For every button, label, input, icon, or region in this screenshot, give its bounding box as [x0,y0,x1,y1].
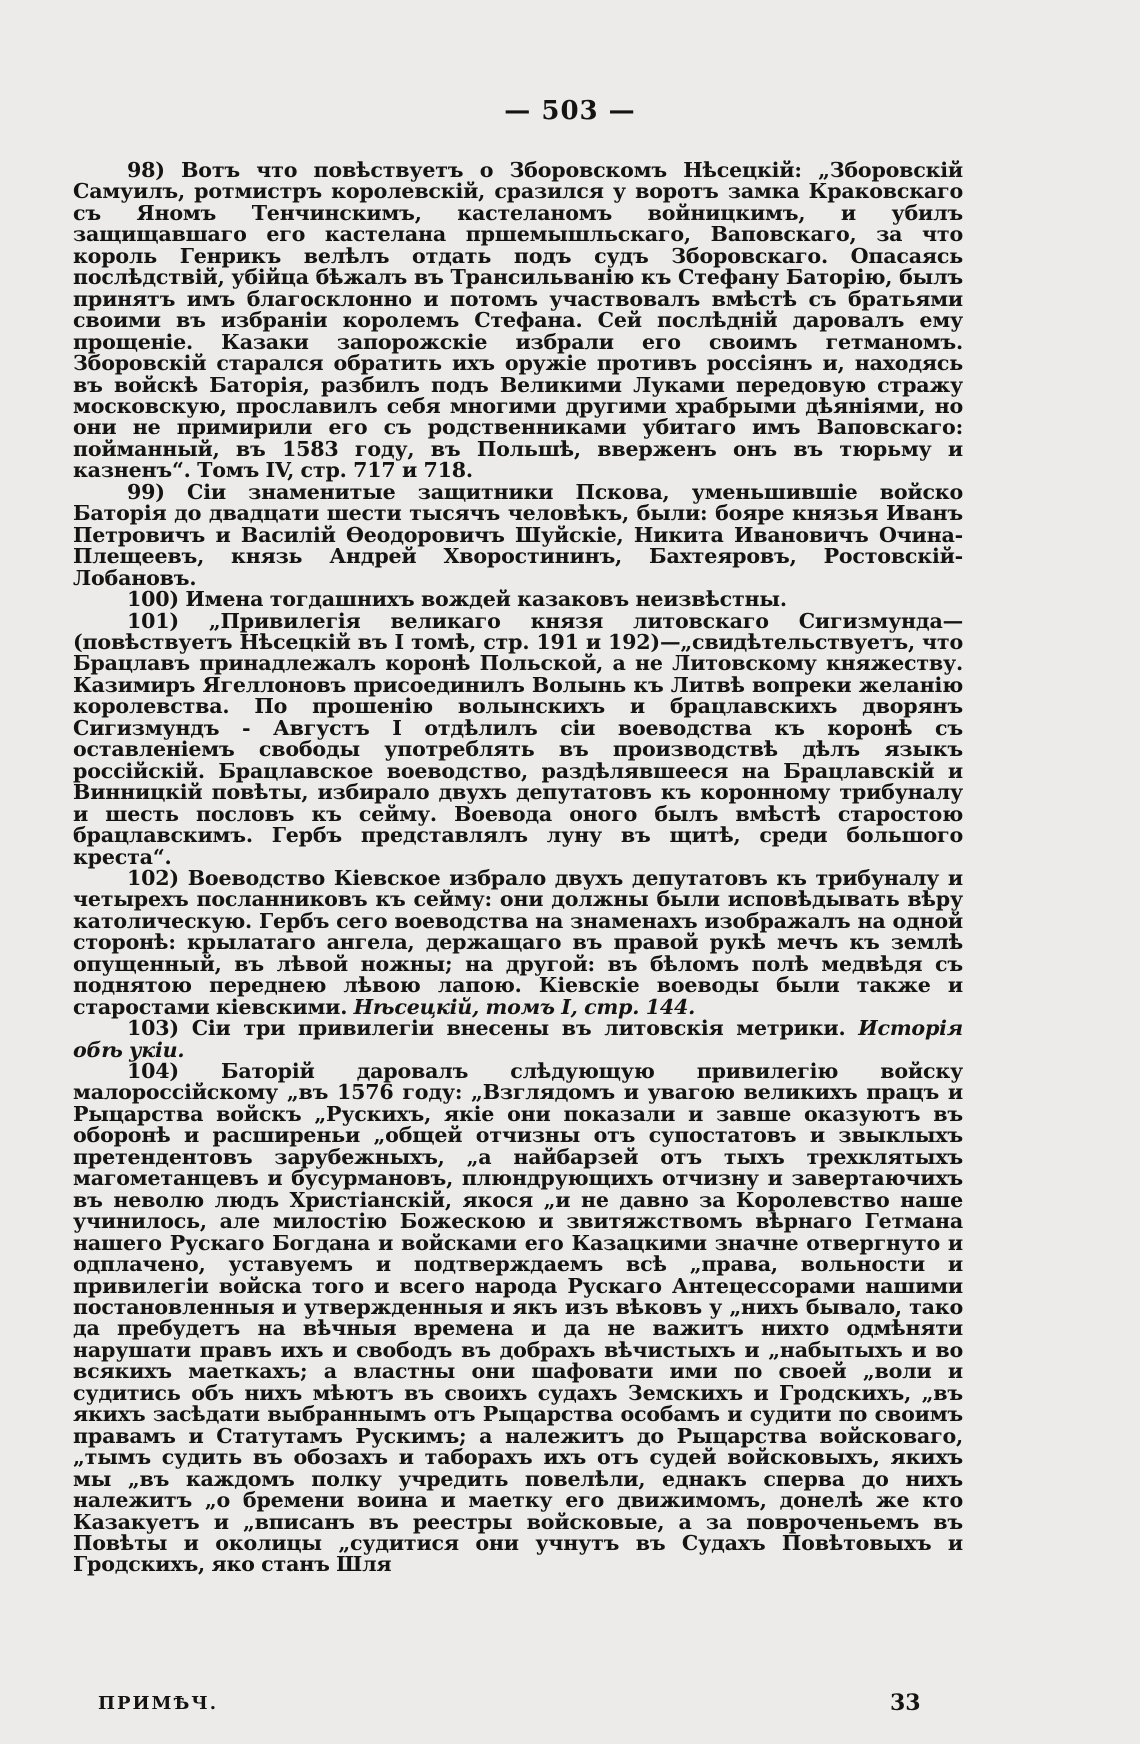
note-text: 98) Вотъ что повѣствуетъ о Зборовскомъ Нѣсецкій: „Зборовскій Самуилъ, ротмистръ королевскій, сразился у воротъ замка Краковскаго съ Яномъ Тенчинскимъ, кастеланомъ войницкимъ, и убилъ защищавшаго его кастелана пршемышльскаго, Ваповскаго, за что король Генрикъ велѣлъ отдать подъ судъ Зборовскаго. Опасаясь послѣдствій, убійца бѣжалъ въ Трансильванію къ Стефану Баторію, былъ принятъ имъ благосклонно и потомъ участвовалъ вмѣстѣ съ братьями своими въ избраніи королемъ Стефана. Сей послѣдній даровалъ ему прощеніе. Казаки запорожскіе избрали его своимъ гетманомъ. Зборовскій старался обратить ихъ оружіе противъ россіянъ и, находясь въ войскѣ Баторія, разбилъ подъ Великими Луками передовую стражу московскую, прославилъ себя многими другими храбрыми дѣяніями, но они не примирили его съ родственниками убитаго имъ Ваповскаго: пойманный, въ 1583 году, въ Польшѣ, вверженъ онъ въ тюрьму и казненъ“. Томъ IV, стр. 717 и 718. [73,158,963,483]
note-reference: Исторія обѣ укіи. [73,1016,963,1062]
note-text: 104) Баторій даровалъ слѣдующую привилегію войску малороссійскому „въ 1576 году: „Взглядомъ и увагою великихъ працъ и Рыцарства войскъ „Рускихъ, якіе они показали и завше оказуютъ въ оборонѣ и расширеньи „общей отчизны отъ супостатовъ и звыклыхъ претендентовъ зарубежныхъ, „а найбарзей отъ тыхъ трехклятыхъ магометанцевъ и бусурмановъ, плюндрующихъ отчизну и завертаючихъ въ неволю людъ Христіанскій, якося „и не давно за Королевство наше учинилось, але милостію Божескою и звитяжствомъ вѣрнаго Гетмана нашего Рускаго Богдана и войсками его Казацкими значне отвергнуто и одплачено, уставуемъ и подтверждаемъ всѣ „права, вольности и привилегіи войска того и всего народа Рускаго Антецессорами нашими постановленныя и утвержденныя и якъ изъ вѣковъ у „нихъ бывало, тако да пребудетъ на вѣчныя времена и да не важитъ нихто одмѣняти нарушати правъ ихъ и свободъ въ добрахъ вѣчистыхъ и „набытыхъ и во всякихъ маеткахъ; а властны они шафовати ими по своей „воли и судитись объ нихъ мѣютъ въ своихъ судахъ Земскихъ и Гродскихъ, „въ якихъ засѣдати выбраннымъ отъ Рыцарства особамъ и судити по своимъ правамъ и Статутамъ Рускимъ; а належитъ до Рыцарства войсковаго, „тымъ судить въ обозахъ и таборахъ ихъ отъ судей войсковыхъ, якихъ мы „въ каждомъ полку учредить повелѣли, еднакъ сперва до нихъ належитъ „о бремени воина и маетку его движимомъ, донелѣ же кто Казакуетъ и „вписанъ въ реестры войсковые, а за повроченьемъ въ Повѣты и околицы „судитися они учнутъ въ Судахъ Повѣтовыхъ и Гродскихъ, яко станъ Шля [73,1059,963,1577]
note-103 [73,1018,963,1061]
note-text: 102) Воеводство Кіевское избрало двухъ депутатовъ къ трибуналу и четырехъ посланниковъ къ сейму: они должны были исповѣдывать вѣру католическую. Гербъ сего воеводства на знаменахъ изображалъ на одной сторонѣ: крылатаго ангела, держащаго въ правой рукѣ мечъ къ землѣ опущенный, въ лѣвой ножны; на другой: въ бѣломъ полѣ медвѣдя съ поднятою переднею лѣвою лапою. Кіевскіе воеводы были также и старостами кіевскими. [73,865,963,1019]
note-reference: Нѣсецкій, томъ I, стр. 144. [353,994,696,1019]
note-text: 99) Сіи знаменитые защитники Пскова, уменьшившіе войско Баторія до двадцати шести тысячъ человѣкъ, были: бояре князья Иванъ Петровичъ и Василій Ѳеодоровичъ Шуйскіе, Никита Ивановичъ Очина-Плещеевъ, князь Андрей Хворостининъ, Бахтеяровъ, Ростовскій-Лобановъ. [73,479,963,590]
note-98 [73,160,963,482]
note-101 [73,608,963,869]
signature-mark: ПРИМѢЧ. [98,1693,219,1714]
note-text: 100) Имена тогдашнихъ вождей казаковъ неизвѣстны. [127,587,787,612]
note-99 [73,479,963,590]
page-number: — 503 — [504,96,636,126]
note-text: 103) Сіи три привилегіи внесены въ литовскія метрики. [127,1016,846,1041]
note-102 [73,865,963,1019]
sheet-number: 33 [890,1690,921,1716]
note-104 [73,1061,963,1576]
note-100 [73,589,963,610]
notes-body [73,160,963,1576]
note-text: 101) „Привилегія великаго князя литовскаго Сигизмунда—(повѣствуетъ Нѣсецкій въ I томѣ, стр. 191 и 192)—„свидѣтельствуетъ, что Брацлавъ принадлежалъ коронѣ Польской, а не Литовскому княжеству. Казимиръ Ягеллоновъ присоединилъ Волынь къ Литвѣ вопреки желанію королевства. По прошенію волынскихъ и брацлавскихъ дворянъ Сигизмундъ - Августъ I отдѣлилъ сіи воеводства къ коронѣ съ оставленіемъ свободы употреблять въ производствѣ дѣлъ языкъ россійскій. Брацлавское воеводство, раздѣлявшееся на Брацлавскій и Винницкій повѣты, избирало двухъ депутатовъ къ коронному трибуналу и шесть пословъ къ сейму. Воевода оного былъ вмѣстѣ старостою брацлавскимъ. Гербъ представлялъ луну въ щитѣ, среди большого креста“. [73,608,963,869]
